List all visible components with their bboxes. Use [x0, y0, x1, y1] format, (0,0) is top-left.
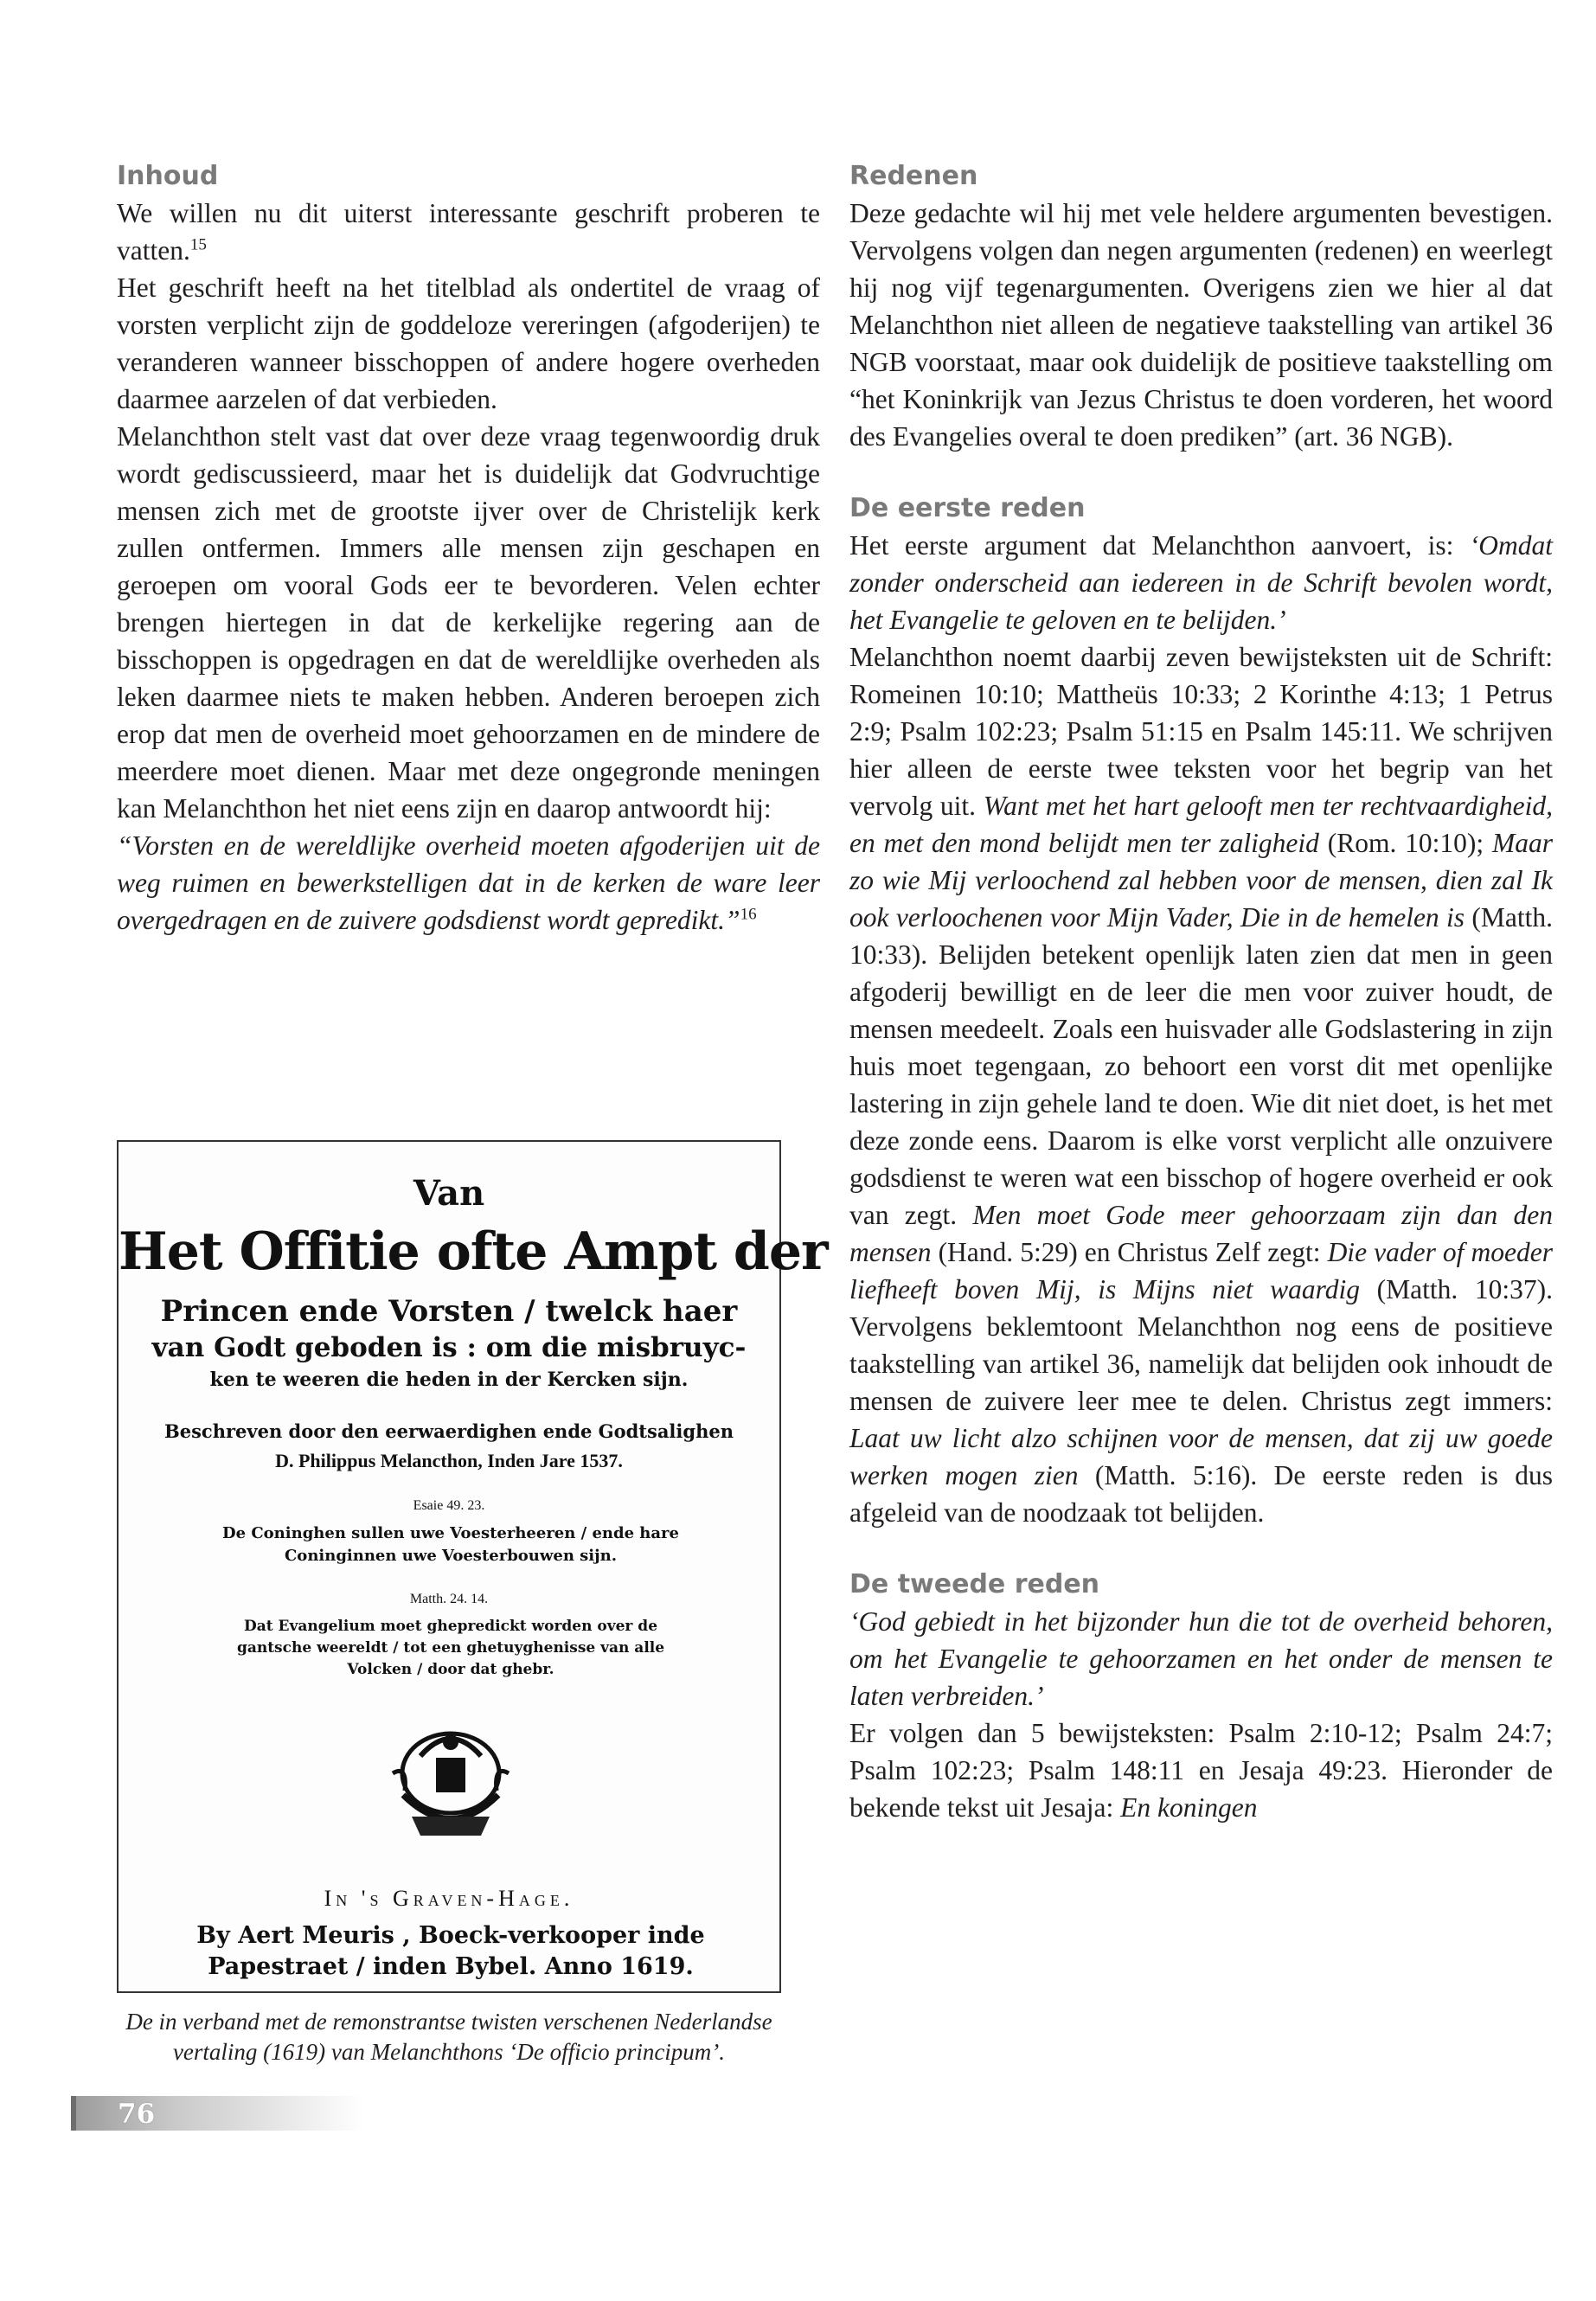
- figure-line-6: Beschreven door den eerwaerdighen ende Godtsalighen: [164, 1420, 734, 1442]
- figure-line-7: D. Philippus Melancthon, Inden Jare 1537.: [275, 1450, 623, 1471]
- printer-emblem: [386, 1713, 516, 1851]
- figure-line-4: van Godt geboden is : om die misbruyc-: [151, 1332, 747, 1363]
- block-quote: “Vorsten en de wereldlijke overheid moeten afgoderijen uit de weg ruimen en bewerkstelligen dat in de kerken de ware leer overgedragen en de zuivere godsdienst wordt gepredikt.”$^{16}$: [117, 830, 820, 935]
- figure-caption: De in verband met de remonstrantse twisten verschenen Nederlandse vertaling (1619) van Melanchthons ‘De officio principum’.: [125, 2009, 772, 2065]
- figure-line-11: Dat Evangelium moet ghepredickt worden over de gantsche weereldt / tot een ghetuyghenisse van alle Volcken / door dat ghebr.: [236, 1618, 665, 1678]
- footnote-ref-16: 16: [740, 905, 757, 924]
- paragraph-tweede-citaat: ‘God gebiedt in het bijzonder hun die tot de overheid behoren, om het Evangelie te gehoorzamen en het onder de mensen te laten verbreiden.’: [849, 1606, 1553, 1711]
- figure-line-van: Van: [413, 1173, 485, 1214]
- left-column: [117, 157, 820, 939]
- figure-line-9: De Coninghen sullen uwe Voesterheeren / ende hare Coninginnen uwe Voesterbouwen sijn.: [222, 1524, 679, 1565]
- page-number-bar: [71, 2096, 365, 2131]
- paragraph-intro: We willen nu dit uiterst interessante geschrift proberen te vatten.$^{15}$: [117, 198, 820, 266]
- figure-line-3: Princen ende Vorsten / twelck haer: [160, 1294, 738, 1329]
- figure-line-8: Esaie 49. 23.: [413, 1498, 485, 1513]
- page-number: 76: [118, 2099, 156, 2130]
- figure-line-5: ken te weeren die heden in der Kercken sijn.: [209, 1368, 689, 1391]
- paragraph-subtitle: Het geschrift heeft na het titelblad als ondertitel de vraag of vorsten verplicht zijn de goddeloze vereringen (afgoderijen) te veranderen wanneer bisschoppen of andere hogere overheden daarmee aarzelen of dat verbieden.: [117, 272, 820, 414]
- figure-line-13: By Aert Meuris , Boeck-verkooper inde Papestraet / inden Bybel. Anno 1619.: [196, 1922, 705, 1980]
- figure-line-title: Het Offitie ofte Ampt der: [119, 1221, 828, 1282]
- right-column: [849, 157, 1553, 1826]
- footnote-ref-15: 15: [189, 235, 207, 254]
- figure-line-10: Matth. 24. 14.: [409, 1592, 489, 1606]
- figure-line-12: In 's Graven-Hage.: [324, 1886, 574, 1911]
- heading-redenen: Redenen: [849, 161, 978, 191]
- paragraph-redenen: Deze gedachte wil hij met vele heldere argumenten bevestigen. Vervolgens volgen dan negen argumenten (redenen) en weerlegt hij nog vijf tegenargumenten. Overigens zien we hier al dat Melanchthon niet alleen de negatieve taakstelling van artikel 36 NGB voorstaat, maar ook duidelijk de positieve taakstelling om “het Koninkrijk van Jezus Christus te doen vorderen, het woord des Evangelies overal te doen prediken” (art. 36 NGB).: [849, 198, 1553, 452]
- heading-eerste-reden: De eerste reden: [849, 493, 1086, 523]
- paragraph-melanchthon: Melanchthon stelt vast dat over deze vraag tegenwoordig druk wordt gediscussieerd, maar het is duidelijk dat Godvruchtige mensen zich met de grootste ijver over de Christelijk kerk zullen ontfermen. Immers alle mensen zijn geschapen en geroepen om vooral Gods eer te bevorderen. Velen echter brengen hiertegen in dat de kerkelijke regering aan de bisschoppen is opgedragen en dat de wereldlijke overheden als leken daarmee niets te maken hebben. Anderen beroepen zich erop dat men de overheid moet gehoorzamen en de mindere de meerdere moet dienen. Maar met deze ongegronde meningen kan Melanchthon het niet eens zijn en daarop antwoordt hij:: [117, 421, 820, 824]
- paragraph-eerste-argument: Het eerste argument dat Melanchthon aanvoert, is: ‘Omdat zonder onderscheid aan iedereen in de Schrift bevolen wordt, het Evangelie te geloven en te belijden.’: [849, 530, 1553, 635]
- paragraph-tweede-bewijsteksten: Er volgen dan 5 bewijsteksten: Psalm 2:10-12; Psalm 24:7; Psalm 102:23; Psalm 148:11 en Jesaja 49:23. Hieronder de bekende tekst uit Jesaja: En koningen: [849, 1718, 1553, 1823]
- title-page-figure: [117, 1140, 828, 1993]
- heading-tweede-reden: De tweede reden: [849, 1569, 1100, 1599]
- paragraph-bewijsteksten: Melanchthon noemt daarbij zeven bewijsteksten uit de Schrift: Romeinen 10:10; Mattheüs 10:33; 2 Korinthe 4:13; 1 Petrus 2:9; Psalm 102:23; Psalm 51:15 en Psalm 145:11. We schrijven hier alleen de eerste twee teksten voor het begrip van het vervolg uit. Want met het hart gelooft men ter rechtvaardigheid, en met den mond belijdt men ter zaligheid (Rom. 10:10); Maar zo wie Mij verloochend zal hebben voor de mensen, dien zal Ik ook verloochenen voor Mijn Vader, Die in de hemelen is (Matth. 10:33). Belijden betekent openlijk laten zien dat men in geen afgoderij bewilligt en de leer die men voor zuiver houdt, de mensen meedeelt. Zoals een huisvader alle Godslastering in zijn huis moet tegengaan, zo behoort een vorst dit met openlijke lastering in zijn gehele land te doen. Wie dit niet doet, is het met deze zonde eens. Daarom is elke vorst verplicht alle onzuivere godsdienst te weren wat een bisschop of hogere overheid er ook van zegt. Men moet Gode meer gehoorzaam zijn dan den mensen (Hand. 5:29) en Christus Zelf zegt: Die vader of moeder liefheeft boven Mij, is Mijns niet waardig (Matth. 10:37). Vervolgens beklemtoont Melanchthon nog eens de positieve taakstelling van artikel 36, namelijk dat belijden ook inhoudt de mensen de zuivere leer mee te delen. Christus zegt immers: Laat uw licht alzo schijnen voor de mensen, dat zij uw goede werken mogen zien (Matth. 5:16). De eerste reden is dus afgeleid van de noodzaak tot belijden.: [849, 642, 1554, 1528]
- heading-inhoud: Inhoud: [117, 161, 219, 191]
